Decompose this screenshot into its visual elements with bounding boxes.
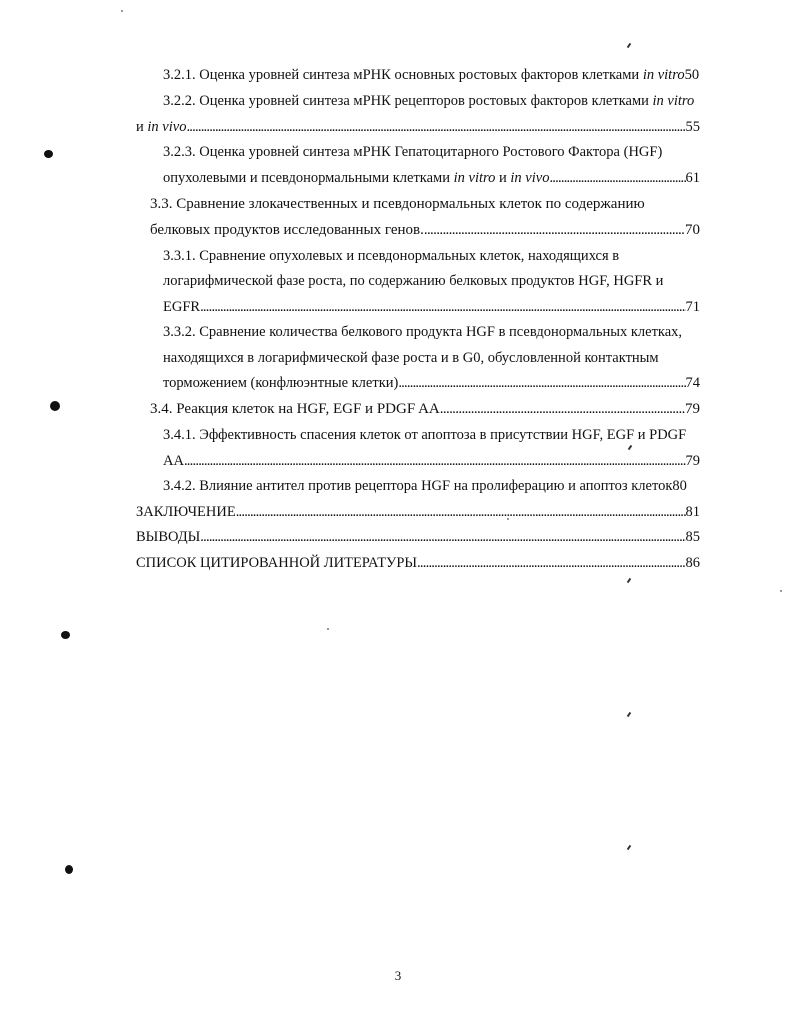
dot-leader [549, 169, 685, 187]
toc-entry-3-3-1-line3 [163, 298, 700, 316]
scan-spot [50, 401, 60, 411]
dot-leader [186, 118, 685, 136]
toc-entry-findings [136, 528, 700, 546]
scan-tick [628, 445, 633, 450]
toc-entry-text: 3.2.2. Оценка уровней синтеза мРНК рецепторов ростовых факторов клетками [163, 93, 653, 109]
scan-spot [65, 865, 73, 874]
toc-entry-text: ЗАКЛЮЧЕНИЕ [136, 504, 236, 520]
toc-entry-3-3-2-line1 [163, 323, 700, 341]
toc-entry-3-2-3-line2 [163, 169, 700, 187]
toc-entry-text: 3.3. Сравнение злокачественных и псевдонормальных клеток по содержанию [150, 196, 645, 212]
toc-entry-3-3-line2 [150, 221, 700, 239]
dot-leader [417, 554, 685, 572]
scan-speck [507, 518, 509, 520]
toc-entry-conclusion [136, 503, 700, 521]
toc-entry-page: 79 [685, 453, 700, 469]
toc-entry-italic: in vitro [652, 93, 695, 109]
dot-leader [184, 452, 686, 470]
toc-entry-italic: in vivo [510, 170, 550, 186]
toc-entry-italic: in vitro [453, 170, 496, 186]
scan-spot [61, 631, 70, 639]
page-number: 3 [394, 968, 402, 983]
scan-speck [121, 10, 123, 12]
toc-entry-text: AA [163, 453, 184, 469]
toc-entry-3-3-1-line2 [163, 272, 700, 290]
toc-entry-text: опухолевыми и псевдонормальными клетками [163, 170, 454, 186]
scan-spot [44, 150, 53, 158]
toc-entry-3-2-2-line1 [163, 92, 700, 110]
toc-entry-3-4-1-line1 [163, 426, 700, 444]
toc-entry-text: 3.2.3. Оценка уровней синтеза мРНК Гепатоцитарного Ростового Фактора (HGF) [163, 144, 663, 160]
toc-entry-page: 86 [685, 555, 700, 571]
dot-leader [200, 528, 685, 546]
toc-entry-page: 79 [685, 401, 700, 417]
toc-entry-page: 61 [685, 170, 700, 186]
scan-tick [627, 43, 632, 48]
toc-entry-text: находящихся в логарифмической фазе роста и в G0, обусловленной контактным [163, 350, 659, 366]
toc-entry-text: логарифмической фазе роста, по содержанию белковых продуктов HGF, HGFR и [163, 273, 664, 289]
toc-entry-3-2-1 [163, 66, 700, 84]
toc-entry-text: торможением (конфлюэнтные клетки) [163, 375, 399, 391]
toc-entry-3-2-2-line2 [136, 118, 700, 136]
toc-entry-3-4-2 [163, 477, 700, 495]
toc-entry-3-3-1-line1 [163, 247, 700, 265]
toc-entry-page: 80 [672, 478, 687, 494]
dot-leader [424, 221, 685, 239]
toc-entry-text: СПИСОК ЦИТИРОВАННОЙ ЛИТЕРАТУРЫ [136, 555, 418, 571]
toc-entry-3-4 [150, 400, 700, 418]
toc-entry-text: 3.3.1. Сравнение опухолевых и псевдонормальных клеток, находящихся в [163, 248, 620, 264]
scan-tick [627, 712, 632, 717]
toc-entry-page: 70 [685, 222, 700, 238]
toc-entry-text: 3.4.1. Эффективность спасения клеток от апоптоза в присутствии HGF, EGF и PDGF [163, 427, 687, 443]
toc-entry-italic: in vivo [147, 119, 187, 135]
toc-entry-page: 81 [685, 504, 700, 520]
toc-entry-text: 3.4.2. Влияние антител против рецептора HGF на пролиферацию и апоптоз клеток [163, 478, 673, 494]
scan-speck [327, 628, 329, 630]
toc-entry-references [136, 554, 700, 572]
toc-entry-page: 55 [685, 119, 700, 135]
dot-leader [200, 298, 685, 316]
dot-leader [236, 503, 686, 521]
dot-leader [398, 374, 685, 392]
dot-leader [440, 400, 685, 418]
toc-entry-page: 71 [685, 299, 700, 315]
scan-tick [627, 578, 632, 583]
toc-entry-text: и [136, 119, 148, 135]
scan-speck [780, 590, 782, 592]
toc-entry-text: и [495, 170, 511, 186]
toc-entry-text: белковых продуктов исследованных генов. [150, 222, 424, 238]
toc-entry-text: EGFR [163, 299, 201, 315]
toc-entry-3-2-3-line1 [163, 143, 700, 161]
scan-tick [627, 845, 632, 850]
toc-entry-3-3-line1 [150, 195, 700, 213]
toc-entry-italic: in vitro [642, 67, 685, 83]
toc-entry-page: 50 [684, 67, 700, 83]
toc-entry-text: 3.4. Реакция клеток на HGF, EGF и PDGF AA [150, 401, 440, 417]
toc-entry-3-3-2-line2 [163, 349, 700, 367]
toc-entry-text: 3.3.2. Сравнение количества белкового продукта HGF в псевдонормальных клетках, [163, 324, 683, 340]
toc-entry-3-3-2-line3 [163, 374, 700, 392]
toc-entry-3-4-1-line2 [163, 452, 700, 470]
toc-entry-text: ВЫВОДЫ [136, 529, 201, 545]
toc-entry-page: 74 [685, 375, 700, 391]
toc-entry-page: 85 [685, 529, 700, 545]
toc-entry-text: 3.2.1. Оценка уровней синтеза мРНК основных ростовых факторов клетками [163, 67, 643, 83]
